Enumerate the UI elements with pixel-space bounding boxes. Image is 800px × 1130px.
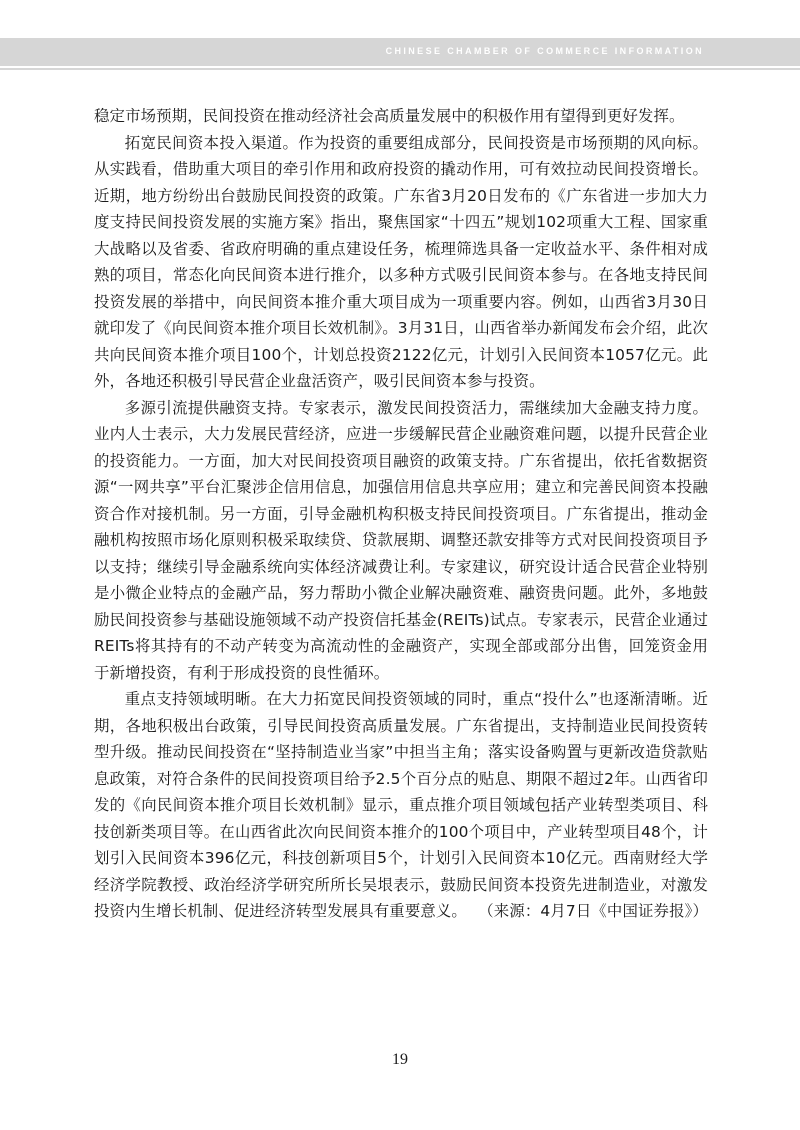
paragraph-continuation: 稳定市场预期，民间投资在推动经济社会高质量发展中的积极作用有望得到更好发挥。 [94, 107, 685, 125]
article-body [94, 103, 708, 925]
paragraph-key-support-text: 重点支持领域明晰。在大力拓宽民间投资领域的同时，重点“投什么”也逐渐清晰。近期，各地积极出台政策，引导民间投资高质量发展。广东省提出，支持制造业民间投资转型升级。推动民间投资在“坚持制造业当家”中担当主角；落实设备购置与更新改造贷款贴息政策，对符合条件的民间投资项目给予2.5个百分点的贴息、期限不超过2年。山西省印发的《向民间资本推介项目长效机制》显示，重点推介项目领域包括产业转型类项目、科技创新类项目等。在山西省此次向民间资本推介的100个项目中，产业转型项目48个，计划引入民间资本396亿元，科技创新项目5个，计划引入民间资本10亿元。西南财经大学经济学院教授、政治经济学研究所所长吴垠表示，鼓励民间资本投资先进制造业，对激发投资内生增长机制、促进经济转型发展具有重要意义。 [94, 690, 708, 920]
page-number: 19 [392, 1051, 408, 1068]
paragraph-key-support-areas [94, 686, 708, 925]
article-source: （来源：4月7日《中国证券报》） [478, 902, 708, 920]
header-divider [0, 68, 800, 70]
paragraph-private-capital-channels: 拓宽民间资本投入渠道。作为投资的重要组成部分，民间投资是市场预期的风向标。从实践看，借助重大项目的牵引作用和政府投资的撬动作用，可有效拉动民间投资增长。近期，地方纷纷出台鼓励民间投资的政策。广东省3月20日发布的《广东省进一步加大力度支持民间投资发展的实施方案》指出，聚焦国家“十四五”规划102项重大工程、国家重大战略以及省委、省政府明确的重点建设任务，梳理筛选具备一定收益水平、条件相对成熟的项目，常态化向民间资本进行推介，以多种方式吸引民间资本参与。在各地支持民间投资发展的举措中，向民间资本推介重大项目成为一项重要内容。例如，山西省3月30日就印发了《向民间资本推介项目长效机制》。3月31日，山西省举办新闻发布会介绍，此次共向民间资本推介项目100个，计划总投资2122亿元，计划引入民间资本1057亿元。此外，各地还积极引导民营企业盘活资产，吸引民间资本参与投资。 [94, 133, 708, 390]
paragraph-financing-support: 多源引流提供融资支持。专家表示，激发民间投资活力，需继续加大金融支持力度。业内人士表示，大力发展民营经济，应进一步缓解民营企业融资难问题，以提升民营企业的投资能力。一方面，加大对民间投资项目融资的政策支持。广东省提出，依托省数据资源“一网共享”平台汇聚涉企信用信息，加强信用信息共享应用；建立和完善民间资本投融资合作对接机制。另一方面，引导金融机构积极支持民间投资项目。广东省提出，推动金融机构按照市场化原则积极采取续贷、贷款展期、调整还款安排等方式对民间投资项目予以支持；继续引导金融系统向实体经济减费让利。专家建议，研究设计适合民营企业特别是小微企业特点的金融产品，努力帮助小微企业解决融资难、融资贵问题。此外，多地鼓励民间投资参与基础设施领域不动产投资信托基金(REITs)试点。专家表示，民营企业通过REITs将其持有的不动产转变为高流动性的金融资产，实现全部或部分出售，回笼资金用于新增投资，有利于形成投资的良性循环。 [94, 398, 708, 682]
running-header: CHINESE CHAMBER OF COMMERCE INFORMATION [385, 46, 704, 56]
